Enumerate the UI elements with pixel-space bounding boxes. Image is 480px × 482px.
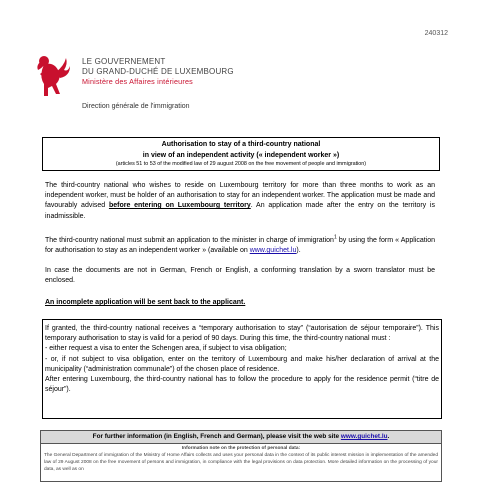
privacy-note-title: Information note on the protection of personal data: bbox=[181, 446, 301, 451]
p1-end: . An application made after the entry on the territory is inadmissible. bbox=[45, 202, 435, 220]
paragraph-2 bbox=[45, 236, 435, 256]
footnote-ref: 1 bbox=[333, 234, 337, 241]
granted-box bbox=[42, 319, 442, 419]
privacy-note-text: The General Department of immigration of the Ministry of Home Affairs collects and uses your personal data in the context of its public interest mission in implementation of the amended law of 29 August 2008 on the free movement of persons and immigration, in compliance with the legal provisions on data protection. More detailed information on the processing of your data, as well as on bbox=[44, 453, 438, 472]
granted-after-entry: After entering Luxembourg, the third-country national has to follow the procedure to apply for the residence permit (“titre de séjour”). bbox=[45, 376, 439, 394]
info-heading bbox=[41, 431, 441, 444]
title-subtitle: (articles 51 to 53 of the modified law of 29 august 2008 on the free movement of people and immigration) bbox=[115, 161, 367, 167]
title-box bbox=[42, 137, 440, 171]
p1-bold: before entering on Luxembourg territory bbox=[108, 202, 251, 210]
incomplete-warning: An incomplete application will be sent back to the applicant. bbox=[45, 299, 246, 306]
title-line-2: in view of an independent activity (« independent worker ») bbox=[142, 152, 340, 159]
granted-intro: If granted, the third-country national receives a “temporary authorisation to stay” (“autorisation de séjour temporaire”). This temporary authorisation to stay is valid for a period of 90 days. During this time, the third-country national must : bbox=[45, 325, 439, 343]
info-guichet-link[interactable]: www.guichet.lu bbox=[340, 433, 388, 440]
granted-no-visa-item: - or, if not subject to visa obligation, enter on the territory of Luxembourg and make his/her declaration of arrival at the municipality (“administration communale”) of the chosen place of residence. bbox=[45, 355, 439, 373]
p2-mid: by using the form « Application for authorisation to stay as an independent worker » (available on bbox=[45, 237, 436, 255]
guichet-link[interactable]: www.guichet.lu bbox=[249, 247, 297, 255]
p2-end: ). bbox=[296, 247, 301, 255]
red-lion-icon bbox=[34, 52, 72, 98]
government-header bbox=[82, 57, 234, 87]
p2-start: The third-country national must submit an application to the minister in charge of immigration bbox=[45, 237, 334, 244]
paragraph-3: In case the documents are not in German, French or English, a conforming translation by a sworn translator must be enclosed. bbox=[45, 267, 435, 285]
info-box bbox=[40, 430, 442, 482]
ministry-name: Ministère des Affaires intérieures bbox=[82, 77, 193, 86]
p1-start: The third-country national who wishes to reside on Luxembourg territory for more than three months to work as an independent worker, must be holder of an authorisation to stay for an independent worker. The application must be made and favourably advised bbox=[45, 182, 435, 210]
granted-visa-item: - either request a visa to enter the Schengen area, if subject to visa obligation; bbox=[45, 345, 287, 353]
document-id: 240312 bbox=[424, 30, 448, 37]
gov-line-2: DU GRAND-DUCHÉ DE LUXEMBOURG bbox=[82, 67, 234, 76]
direction-name: Direction générale de l'immigration bbox=[82, 103, 190, 110]
gov-line-1: LE GOUVERNEMENT bbox=[82, 57, 166, 66]
paragraph-1 bbox=[45, 181, 435, 222]
title-line-1: Authorisation to stay of a third-country national bbox=[161, 141, 321, 148]
info-heading-start: For further information (in English, French and German), please visit the web site bbox=[92, 433, 341, 440]
info-heading-end: . bbox=[387, 433, 390, 440]
